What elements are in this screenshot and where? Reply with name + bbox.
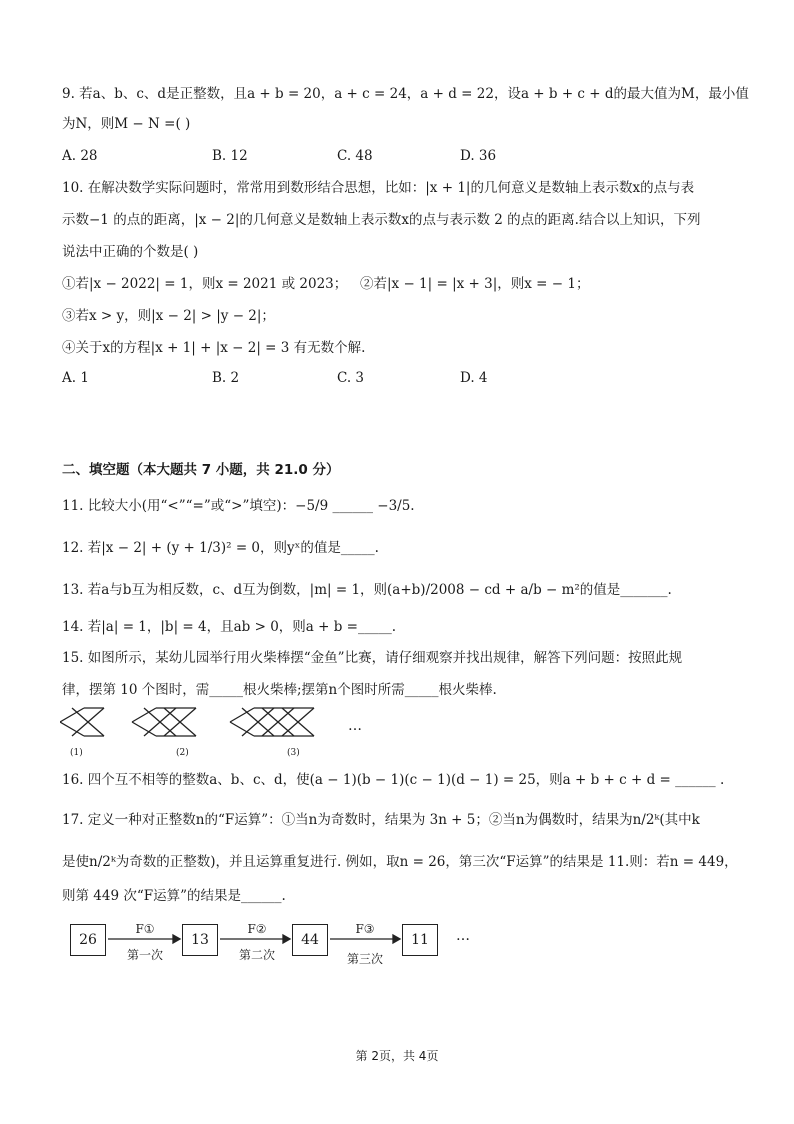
q17-line1: 17. 定义一种对正整数n的“F运算”：①当n为奇数时，结果为 3n + 5；②当n为偶数时，结果为n/2ᵏ(其中k: [62, 812, 700, 828]
q9-option-d: D. 36: [460, 148, 497, 164]
q10-statement-3: ③若x > y，则|x − 2| > |y − 2|；: [62, 308, 275, 324]
flow-step-1: 第一次: [126, 948, 163, 962]
q11: 11. 比较大小(用“<”“=”或“>”填空)：−5/9 ______ −3/5.: [62, 498, 415, 514]
fish-2: [132, 708, 196, 736]
q9-option-a: A. 28: [62, 148, 98, 164]
flow-box-4: 11: [402, 924, 438, 956]
flow-box-1: 26: [70, 924, 106, 956]
q15-line2: 律，摆第 10 个图时，需_____根火柴棒;摆第n个图时所需_____根火柴棒.: [62, 682, 497, 698]
flow-box-2: 13: [182, 924, 218, 956]
q10-option-c: C. 3: [337, 370, 365, 386]
q14: 14. 若|a| = 1，|b| = 4，且ab > 0，则a + b =_____.: [62, 619, 397, 635]
q12: 12. 若|x − 2| + (y + 1/3)² = 0，则yˣ的值是_____.: [62, 540, 379, 556]
flow-op-1: F①: [135, 922, 155, 936]
flow-box-3: 44: [292, 924, 328, 956]
q15-line1: 15. 如图所示，某幼儿园举行用火柴棒摆“金鱼”比赛，请仔细观察并找出规律，解答下列问题：按照此规: [62, 650, 683, 666]
q17-line2: 是使n/2ᵏ为奇数的正整数)，并且运算重复进行. 例如，取n = 26，第三次“F运算”的结果是 11.则：若n = 449，: [62, 854, 738, 870]
flow-step-3: 第三次: [346, 952, 383, 966]
q16: 16. 四个互不相等的整数a、b、c、d，使(a − 1)(b − 1)(c − 1)(d − 1) = 25，则a + b + c + d = ______ .: [62, 772, 725, 788]
q10-line3: 说法中正确的个数是( ): [62, 244, 199, 260]
q17-line3: 则第 449 次“F运算”的结果是______.: [62, 888, 286, 904]
q9-option-c: C. 48: [337, 148, 373, 164]
section-heading: 二、填空题（本大题共 7 小题，共 21.0 分）: [62, 462, 340, 478]
q10-option-d: D. 4: [460, 370, 488, 386]
q10-option-b: B. 2: [212, 370, 240, 386]
q10-statement-2: ②若|x − 1| = |x + 3|，则x = − 1；: [360, 276, 590, 292]
fish-3: [230, 708, 314, 736]
q10-statement-4: ④关于x的方程|x + 1| + |x − 2| = 3 有无数个解.: [62, 340, 366, 356]
q10-statement-1: ①若|x − 2022| = 1，则x = 2021 或 2023；: [62, 276, 348, 292]
q10-line2: 示数−1 的点的距离，|x − 2|的几何意义是数轴上表示数x的点与表示数 2 的点的距离.结合以上知识，下列: [62, 212, 701, 228]
fig-label-1: (1): [70, 748, 83, 758]
q10-option-a: A. 1: [62, 370, 89, 386]
q9-option-b: B. 12: [212, 148, 248, 164]
page-footer: 第 2页，共 4页: [355, 1049, 439, 1063]
flow-op-2: F②: [247, 922, 267, 936]
fig-label-2: (2): [176, 748, 189, 758]
flow-step-2: 第二次: [238, 948, 275, 962]
q9-line1: 9. 若a、b、c、d是正整数，且a + b = 20，a + c = 24，a + d = 22，设a + b + c + d的最大值为M，最小值: [62, 86, 749, 102]
flow-op-3: F③: [355, 922, 375, 936]
q9-line2: 为N，则M − N =( ): [62, 116, 191, 132]
matchstick-fish-figure: [60, 704, 380, 744]
flow-ellipsis: …: [456, 928, 470, 944]
fig-ellipsis: …: [348, 718, 362, 734]
q10-line1: 10. 在解决数学实际问题时，常常用到数形结合思想，比如：|x + 1|的几何意义是数轴上表示数x的点与表: [62, 180, 695, 196]
fig-label-3: (3): [287, 748, 300, 758]
q13: 13. 若a与b互为相反数，c、d互为倒数，|m| = 1，则(a+b)/2008 − cd + a/b − m²的值是_______.: [62, 582, 672, 598]
fish-1: [60, 708, 104, 736]
